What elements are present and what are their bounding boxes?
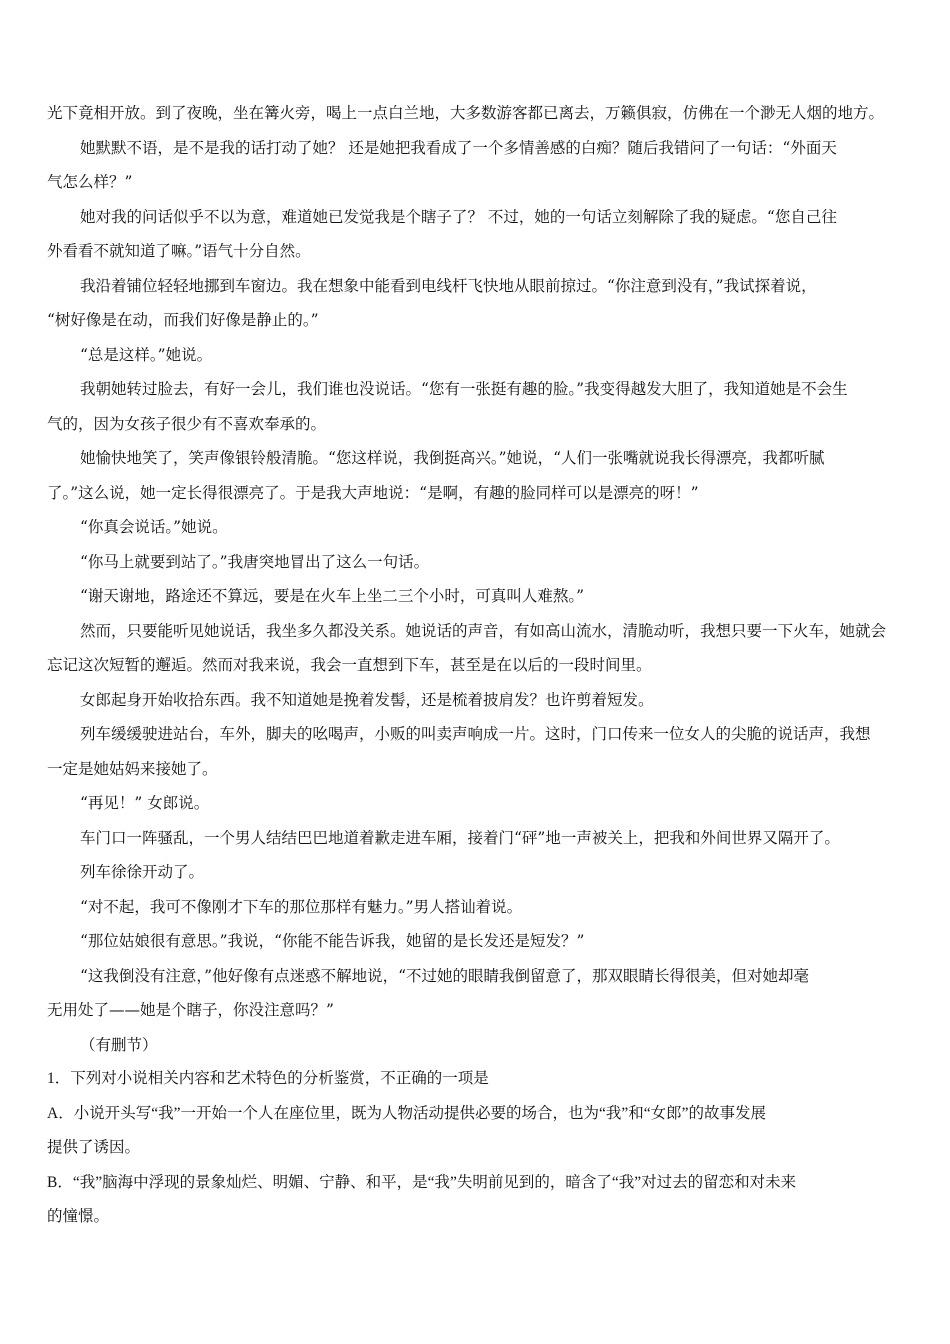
story-line: “总是这样。”她说。 (80, 345, 213, 364)
story-line: “你真会说话。”她说。 (80, 518, 228, 536)
story-line: 女郎起身开始收拾东西。我不知道她是挽着发髻，还是梳着披肩发？也许剪着短发。 (80, 690, 654, 709)
story-line: “那位姑娘很有意思。”我说，“你能不能告诉我，她留的是长发还是短发？” (80, 932, 585, 950)
story-line: 然而，只要能听见她说话，我坐多久都没关系。她说话的声音，有如高山流水，清脆动听，我想只要一下火车，她就会 (80, 621, 887, 640)
story-line: 列车缓缓驶进站台，车外，脚夫的吆喝声，小贩的叫卖声响成一片。这时，门口传来一位女人的尖脆的说话声，我想 (80, 725, 871, 743)
option-line: 的憧憬。 (47, 1208, 110, 1225)
option-b (47, 1166, 907, 1235)
story-source-note: （有删节） (80, 1035, 158, 1054)
story-line: “谢天谢地，路途还不算远，要是在火车上坐二三个小时，可真叫人难熬。” (80, 587, 585, 605)
option-line: 提供了诱因。 (47, 1139, 141, 1156)
story-line: “这我倒没有注意，”他好像有点迷惑不解地说，“不过她的眼睛我倒留意了，那双眼睛长得很美，但对她却毫 (80, 966, 810, 985)
option-a (47, 1097, 907, 1166)
story-line: “再见！” 女郎说。 (80, 794, 210, 812)
story-line: 她愉快地笑了，笑声像银铃般清脆。“您这样说，我倒挺高兴。”她说，“人们一张嘴就说我长得漂亮，我都听腻 (80, 449, 825, 467)
story-text (47, 96, 907, 1062)
story-line: “树好像是在动，而我们好像是静止的。” (47, 311, 319, 329)
story-line: 列车徐徐开动了。 (80, 863, 205, 881)
story-line: 气怎么样？” (47, 173, 133, 191)
question-block (47, 1062, 907, 1235)
story-line: 外看看不就知道了嘛。”语气十分自然。 (47, 242, 311, 260)
story-line: 气的，因为女孩子很少有不喜欢奉承的。 (47, 414, 327, 433)
option-line: A．小说开头写“我”一开始一个人在座位里，既为人物活动提供必要的场合，也为“我”和“女郎”的故事发展 (47, 1104, 766, 1122)
story-line: 我沿着铺位轻轻地挪到车窗边。我在想象中能看到电线杆飞快地从眼前掠过。“你注意到没有，”我试探着说， (80, 276, 817, 295)
story-line: 她对我的问话似乎不以为意，难道她已发觉我是个瞎子了？ 不过，她的一句话立刻解除了我的疑虑。“您自己往 (80, 207, 837, 226)
question-stem: 1．下列对小说相关内容和艺术特色的分析鉴赏，不正确的一项是 (47, 1070, 489, 1087)
story-line: 车门口一阵骚乱，一个男人结结巴巴地道着歉走进车厢，接着门“砰”地一声被关上，把我和外间世界又隔开了。 (80, 828, 840, 847)
story-line: 无用处了——她是个瞎子，你没注意吗？” (47, 1001, 334, 1019)
option-line: B．“我”脑海中浮现的景象灿烂、明媚、宁静、和平，是“我”失明前见到的，暗含了“我”对过去的留恋和对未来 (47, 1173, 797, 1191)
story-line: 我朝她转过脸去，有好一会儿，我们谁也没说话。“您有一张挺有趣的脸。”我变得越发大胆了，我知道她是不会生 (80, 380, 848, 398)
story-line: “对不起，我可不像刚才下车的那位那样有魅力。”男人搭讪着说。 (80, 897, 523, 916)
story-line: 光下竟相开放。到了夜晚，坐在篝火旁，喝上一点白兰地，大多数游客都已离去，万籁俱寂，仿佛在一个渺无人烟的地方。 (47, 104, 885, 122)
story-line: 忘记这次短暂的邂逅。然而对我来说，我会一直想到下车，甚至是在以后的一段时间里。 (47, 656, 652, 674)
story-line: 了。”这么说，她一定长得很漂亮了。于是我大声地说：“是啊，有趣的脸同样可以是漂亮的呀！” (47, 483, 699, 502)
story-line: 她默默不语，是不是我的话打动了她？ 还是她把我看成了一个多情善感的白痴？随后我错问了一句话：“外面天 (80, 138, 837, 157)
story-line: 一定是她姑妈来接她了。 (47, 759, 218, 778)
document-content (47, 96, 907, 1235)
story-line: “你马上就要到站了。”我唐突地冒出了这么一句话。 (80, 552, 430, 571)
